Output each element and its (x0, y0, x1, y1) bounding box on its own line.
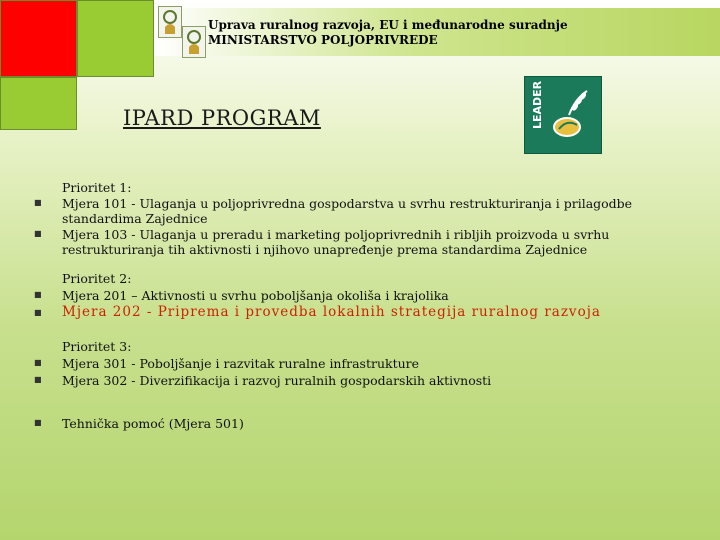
measure-101: Mjera 101 - Ulaganja u poljoprivredna gospodarstva u svrhu restrukturiranja i prilagodbe standardima Zajednice (62, 196, 633, 226)
bullet-icon: ■ (34, 308, 42, 317)
measure-103: Mjera 103 - Ulaganja u preradu i marketing poljoprivrednih i ribljih proizvoda u svrhu restrukturiranja tih aktivnosti i njihovo unapređenje prema standardima Zajednice (62, 227, 610, 257)
leader-logo-icon (524, 76, 602, 154)
leader-logo-text: LEADER (531, 80, 544, 129)
technical-assistance: Tehnička pomoć (Mjera 501) (62, 416, 244, 431)
decor-green-square (77, 0, 154, 77)
bullet-icon: ■ (34, 198, 42, 207)
bullet-icon: ■ (34, 418, 42, 427)
priority-3-heading: Prioritet 3: (62, 339, 132, 354)
bullet-icon: ■ (34, 375, 42, 384)
measure-202: Mjera 202 - Priprema i provedba lokalnih strategija ruralnog razvoja (62, 304, 601, 320)
bullet-icon: ■ (34, 358, 42, 367)
priority-1-heading: Prioritet 1: (62, 180, 132, 195)
measure-301: Mjera 301 - Poboljšanje i razvitak ruralne infrastrukture (62, 356, 420, 371)
decor-green-square-lower (0, 77, 77, 130)
header-band (154, 8, 720, 56)
page-title: IPARD PROGRAM (123, 106, 321, 130)
ministry-logo-icon (158, 6, 182, 38)
header-line-2: MINISTARSTVO POLJOPRIVREDE (208, 33, 438, 47)
ministry-logo-icon-2 (182, 26, 206, 58)
decor-red-square (0, 0, 77, 77)
priority-2-heading: Prioritet 2: (62, 271, 132, 286)
measure-201: Mjera 201 – Aktivnosti u svrhu poboljšanja okoliša i krajolika (62, 288, 449, 303)
header-line-1: Uprava ruralnog razvoja, EU i međunarodne suradnje (208, 18, 568, 32)
measure-302: Mjera 302 - Diverzifikacija i razvoj ruralnih gospodarskih aktivnosti (62, 373, 492, 388)
bullet-icon: ■ (34, 290, 42, 299)
bullet-icon: ■ (34, 229, 42, 238)
